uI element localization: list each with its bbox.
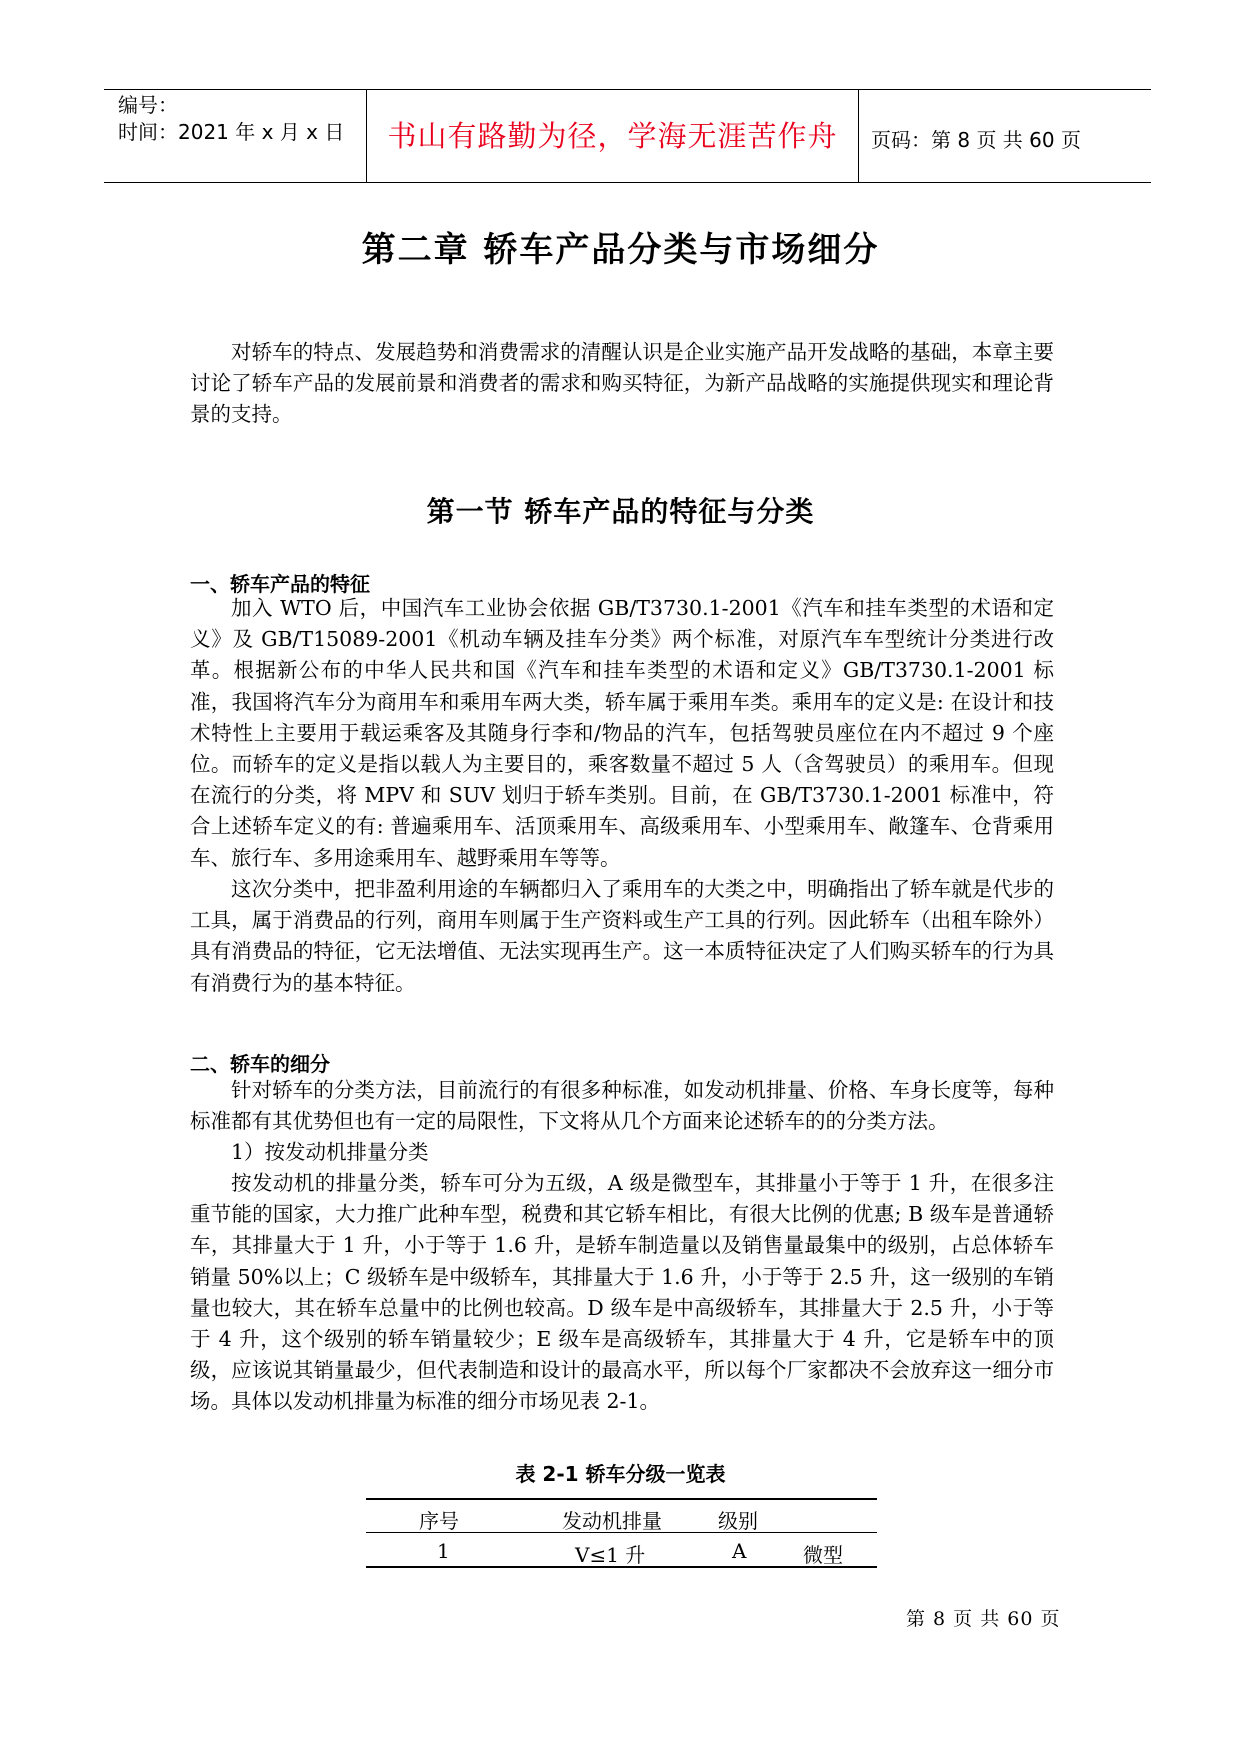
part1-heading: 一、轿车产品的特征	[190, 572, 370, 596]
table-cell-class-name: 微型	[803, 1543, 843, 1567]
chapter-title: 第二章 轿车产品分类与市场细分	[361, 230, 880, 270]
table-top-rule	[366, 1498, 877, 1500]
part2-paragraph-engine: 按发动机的排量分类，轿车可分为五级，A 级是微型车，其排量小于等于 1 升，在很多注重节能的国家，大力推广此种车型，税费和其它轿车相比，有很大比例的优惠; B 级车是普通轿车，其排量大于 1 升，小于等于 1.6 升，是轿车制造量以及销售量最集中的级别，占总体轿车销量 50%以上；C 级轿车是中级轿车，其排量大于 1.6 升，小于等于 2.5 升，这一级别的车销量也较大，其在轿车总量中的比例也较高。D 级车是中高级轿车，其排量大于 2.5 升，小于等于 4 升，这个级别的轿车销量较少；E 级车是高级轿车，其排量大于 4 升，它是轿车中的顶级，应该说其销量最少，但代表制造和设计的最高水平，所以每个厂家都决不会放弃这一细分市场。具体以发动机排量为标准的细分市场见表 2-1。	[190, 1171, 1054, 1414]
table-header-displacement: 发动机排量	[562, 1509, 662, 1533]
header-page-indicator: 页码：第 8 页 共 60 页	[871, 128, 1081, 152]
document-number-label: 编号：	[118, 93, 178, 117]
intro-paragraph: 对轿车的特点、发展趋势和消费需求的清醒认识是企业实施产品开发战略的基础，本章主要讨论了轿车产品的发展前景和消费者的需求和购买特征，为新产品战略的实施提供现实和理论背景的支持。	[190, 340, 1054, 427]
section-title: 第一节 轿车产品的特征与分类	[426, 495, 815, 528]
header-top-rule	[104, 89, 1151, 90]
part2-paragraph-1: 针对轿车的分类方法，目前流行的有很多种标准，如发动机排量、价格、车身长度等，每种标准都有其优势但也有一定的局限性，下文将从几个方面来论述轿车的的分类方法。	[190, 1078, 1054, 1134]
header-divider-right	[858, 89, 859, 182]
document-time-label: 时间：2021 年 x 月 x 日	[118, 120, 345, 144]
page-footer: 第 8 页 共 60 页	[906, 1608, 1061, 1630]
table-header-class: 级别	[718, 1509, 758, 1533]
part1-paragraph-2: 这次分类中，把非盈利用途的车辆都归入了乘用车的大类之中，明确指出了轿车就是代步的工具，属于消费品的行列，商用车则属于生产资料或生产工具的行列。因此轿车（出租车除外）具有消费品的特征，它无法增值、无法实现再生产。这一本质特征决定了人们购买轿车的行为具有消费行为的基本特征。	[190, 877, 1054, 995]
table-cell-index: 1	[437, 1539, 450, 1563]
header-motto: 书山有路勤为径，学海无涯苦作舟	[387, 119, 838, 153]
header-bottom-rule	[104, 182, 1151, 183]
header-meta	[118, 92, 344, 146]
part1-paragraph-1: 加入 WTO 后，中国汽车工业协会依据 GB/T3730.1-2001《汽车和挂车类型的术语和定义》及 GB/T15089-2001《机动车辆及挂车分类》两个标准，对原汽车车型统计分类进行改革。根据新公布的中华人民共和国《汽车和挂车类型的术语和定义》GB/T3730.1-2001 标准，我国将汽车分为商用车和乘用车两大类，轿车属于乘用车类。乘用车的定义是: 在设计和技术特性上主要用于载运乘客及其随身行李和/物品的汽车，包括驾驶员座位在内不超过 9 个座位。而轿车的定义是指以载人为主要目的，乘客数量不超过 5 人（含驾驶员）的乘用车。但现在流行的分类，将 MPV 和 SUV 划归于轿车类别。目前，在 GB/T3730.1-2001 标准中，符合上述轿车定义的有: 普遍乘用车、活顶乘用车、高级乘用车、小型乘用车、敞篷车、仓背乘用车、旅行车、多用途乘用车、越野乘用车等等。	[190, 596, 1054, 870]
table-cell-displacement: V≤1 升	[575, 1543, 646, 1567]
table-cell-class: A	[732, 1539, 747, 1563]
table-caption: 表 2-1 轿车分级一览表	[515, 1462, 726, 1486]
table-header-index: 序号	[419, 1509, 459, 1533]
part2-subheading-engine: 1）按发动机排量分类	[231, 1140, 429, 1164]
part2-heading: 二、轿车的细分	[190, 1052, 330, 1076]
